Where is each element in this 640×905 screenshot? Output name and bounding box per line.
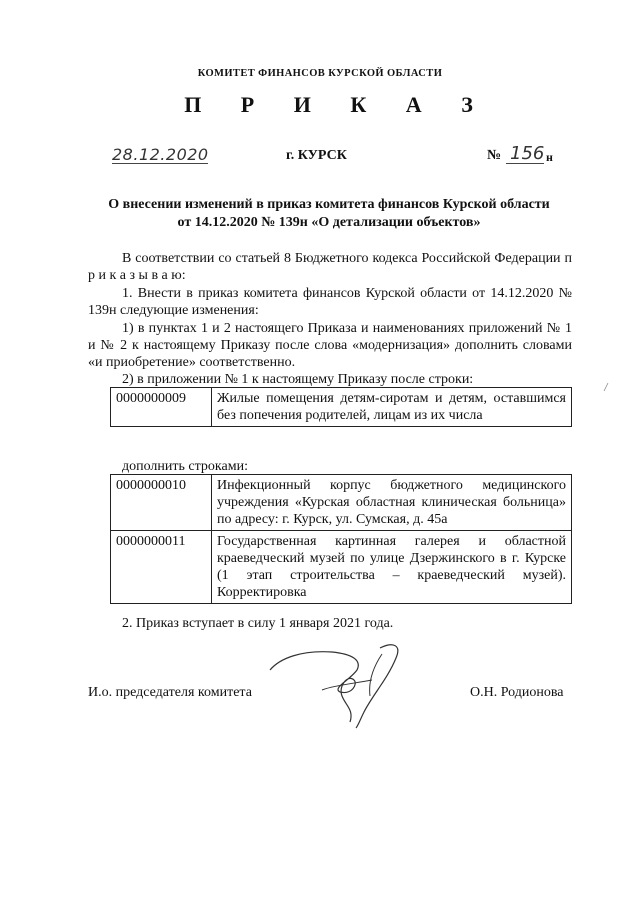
handwritten-date: 28.12.2020 bbox=[112, 145, 209, 164]
subitem-2-paragraph: 2) в приложении № 1 к настоящему Приказу после строки: bbox=[122, 372, 474, 387]
document-title: П Р И К А З bbox=[184, 92, 490, 117]
city-label: г. КУРСК bbox=[286, 148, 347, 163]
handwritten-signature bbox=[262, 640, 422, 730]
signatory-name: О.Н. Родионова bbox=[470, 685, 564, 700]
table-row bbox=[111, 475, 572, 531]
handwritten-number: 156 bbox=[510, 143, 545, 164]
margin-mark bbox=[603, 382, 609, 392]
table-existing-row bbox=[110, 387, 572, 427]
subject-line-1: О внесении изменений в приказ комитета финансов Курской области bbox=[108, 197, 550, 212]
date-underline bbox=[112, 163, 208, 164]
signatory-position: И.о. председателя комитета bbox=[88, 685, 252, 700]
intro-paragraph: В соответствии со статьей 8 Бюджетного кодекса Российской Федерации п р и к а з ы в а ю: bbox=[88, 251, 572, 283]
order-subject bbox=[84, 196, 574, 232]
table-added-rows bbox=[110, 474, 572, 604]
issuer-name: КОМИТЕТ ФИНАНСОВ КУРСКОЙ ОБЛАСТИ bbox=[197, 68, 443, 79]
table-cell-code: 0000000011 bbox=[111, 531, 212, 604]
number-suffix: н bbox=[546, 150, 553, 164]
supplement-label: дополнить строками: bbox=[122, 459, 248, 474]
item-2-paragraph: 2. Приказ вступает в силу 1 января 2021 года. bbox=[122, 616, 394, 631]
table-cell-text: Инфекционный корпус бюджетного медицинского учреждения «Курская областная клиническая больница» по адресу: г. Курск, ул. Сумская, д. 45а bbox=[212, 475, 572, 531]
table-cell-code: 0000000009 bbox=[111, 388, 212, 427]
subject-line-2: от 14.12.2020 № 139н «О детализации объектов» bbox=[177, 215, 481, 230]
subitem-1-paragraph: 1) в пунктах 1 и 2 настоящего Приказа и наименованиях приложений № 1 и № 2 к настоящему Приказу после слова «модернизация» дополнить словами «и приобретение» соответственно. bbox=[88, 321, 572, 370]
table-cell-code: 0000000010 bbox=[111, 475, 212, 531]
table-cell-text: Государственная картинная галерея и областной краеведческий музей по улице Дзержинского в г. Курске (1 этап строительства – краеведческий музей). Корректировка bbox=[212, 531, 572, 604]
table-cell-text: Жилые помещения детям-сиротам и детям, оставшимся без попечения родителей, лицам из их числа bbox=[212, 388, 572, 427]
number-label: № bbox=[487, 148, 502, 163]
item-1-paragraph: 1. Внести в приказ комитета финансов Курской области от 14.12.2020 № 139н следующие изменения: bbox=[88, 286, 572, 318]
table-row bbox=[111, 531, 572, 604]
number-underline bbox=[506, 163, 544, 164]
table-row bbox=[111, 388, 572, 427]
